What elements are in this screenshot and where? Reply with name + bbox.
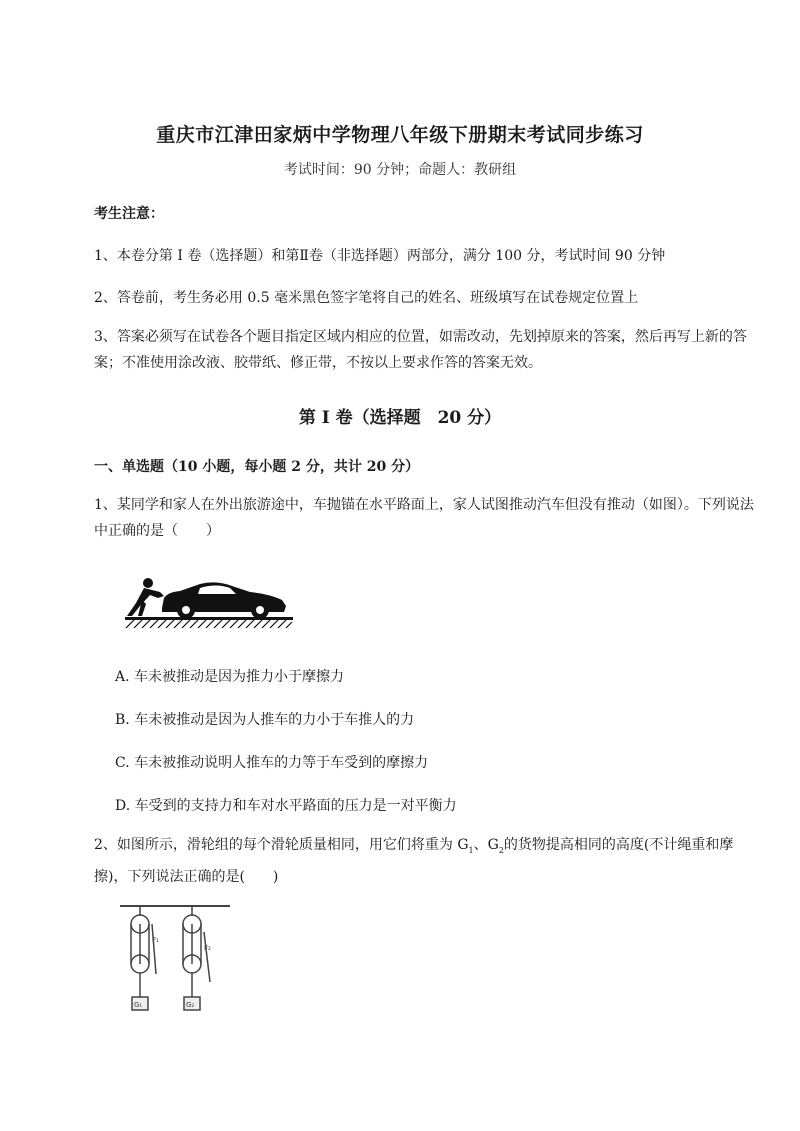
- option-c: C. 车未被推动说明人推车的力等于车受到的摩擦力: [115, 755, 429, 771]
- part-heading: 一、单选题（10 小题，每小题 2 分，共计 20 分）: [94, 459, 420, 475]
- question-2-stem: 2、如图所示，滑轮组的每个滑轮质量相同，用它们将重为 $G_1$、$G_2$的货物提高相同的高度(不计绳重和摩擦)，下列说法正确的是( ): [94, 837, 734, 885]
- notice-heading: 考生注意：: [94, 206, 164, 222]
- option-d: D. 车受到的支持力和车对水平路面的压力是一对平衡力: [115, 798, 457, 814]
- question-1-stem: 1、某同学和家人在外出旅游途中，车抛锚在水平路面上，家人试图推动汽车但没有推动（如图）。下列说法中正确的是（ ）: [94, 497, 754, 539]
- page-title: 重庆市江津田家炳中学物理八年级下册期末考试同步练习: [156, 124, 644, 146]
- exam-info: 考试时间：90 分钟；命题人：教研组: [283, 162, 517, 178]
- person-icon: [127, 578, 164, 616]
- notice-item-3: 3、答案必须写在试卷各个题目指定区域内相应的位置，如需改动，先划掉原来的答案，然后再写上新的答案；不准使用涂改液、胶带纸、修正带，不按以上要求作答的答案无效。: [94, 329, 747, 371]
- label-g1: G₁: [134, 1001, 143, 1009]
- label-f2: F₂: [204, 944, 211, 952]
- label-f1: F₁: [152, 936, 159, 944]
- pulley-figure: [112, 902, 237, 1022]
- label-g2: G₂: [186, 1001, 195, 1009]
- notice-item-1: 1、本卷分第 I 卷（选择题）和第Ⅱ卷（非选择题）两部分，满分 100 分，考试时间 90 分钟: [94, 248, 666, 264]
- option-b: B. 车未被推动是因为人推车的力小于车推人的力: [115, 712, 415, 728]
- notice-item-2: 2、答卷前，考生务必用 0.5 毫米黑色签字笔将自己的姓名、班级填写在试卷规定位置上: [94, 290, 639, 306]
- option-a: A. 车未被推动是因为推力小于摩擦力: [115, 669, 345, 685]
- ground-hatch: [125, 617, 293, 628]
- section-title: 第 I 卷（选择题 20 分）: [298, 408, 502, 428]
- car-icon: [162, 582, 286, 619]
- car-push-figure: [120, 570, 295, 632]
